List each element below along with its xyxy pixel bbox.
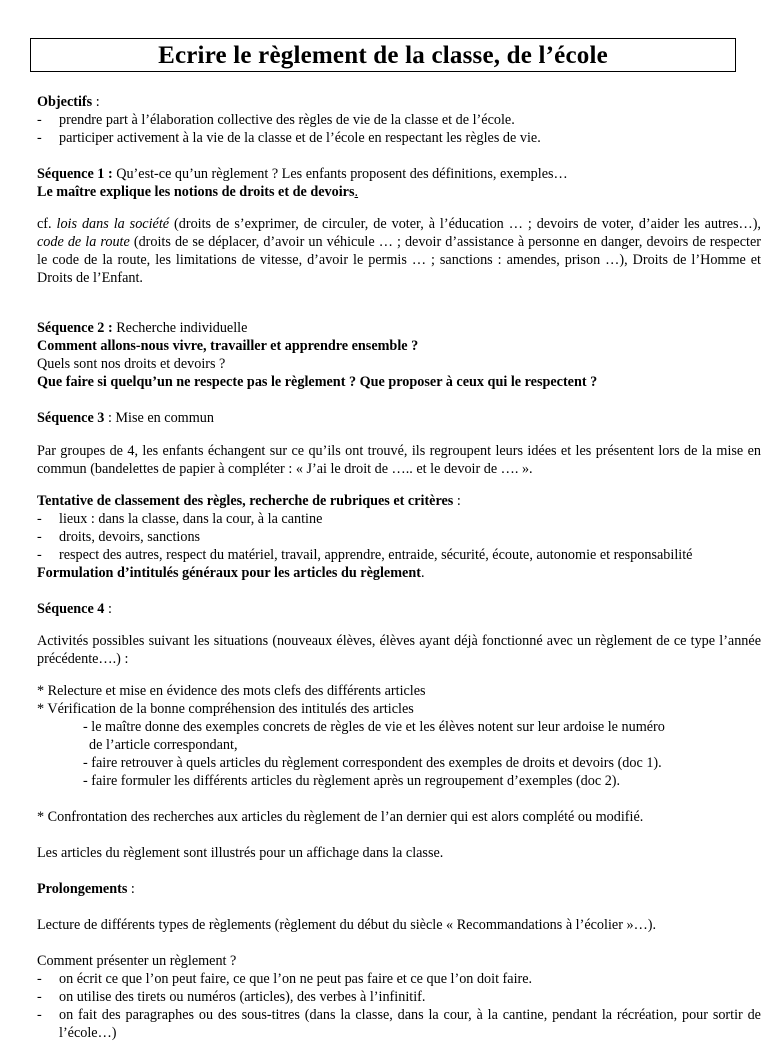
list-item: - participer activement à la vie de la classe et de l’école en respectant les règles de vie. (37, 130, 541, 146)
seq3-paragraph: Par groupes de 4, les enfants échangent sur ce qu’ils ont trouvé, ils regroupent leurs idées et les présentent lors de la mise en commun (bandelettes de papier à compléter : « J’ai le droit de ….. et le devoir de …. ». (37, 442, 761, 477)
seq4-sub-1-cont: de l’article correspondant, (89, 737, 238, 754)
list-item: - prendre part à l’élaboration collective des règles de vie de la classe et de l’école. (37, 112, 515, 128)
seq1-paragraph: cf. lois dans la société (droits de s’exprimer, de circuler, de voter, à l’éducation … ; devoirs de voter, d’aider les autres…), code de la route (droits de se déplacer, d’avoir un véhicule … ; devoir d’assistance à personne en danger, devoirs de respecter le code de la route, les limitations de vitesse, d’avoir le permis … ; sanctions : amendes, prison …), Droits de l’Homme et Droits de l’Enfant. (37, 216, 761, 287)
seq4-star-2: * Vérification de la bonne compréhension des intitulés des articles (37, 701, 414, 718)
list-item: - on écrit ce que l’on peut faire, ce que l’on ne peut pas faire et ce que l’on doit faire. (37, 971, 533, 988)
seq4-sub-3: - faire formuler les différents articles du règlement après un regroupement d’exemples (doc 2). (83, 773, 621, 790)
seq4-sub-1: - le maître donne des exemples concrets de règles de vie et les élèves notent sur leur ardoise le numéro (83, 719, 665, 736)
seq4-paragraph: Activités possibles suivant les situations (nouveaux élèves, élèves ayant déjà fonctionné avec un règlement de ce type l’année précédente….) : (37, 632, 761, 667)
page-title: Ecrire le règlement de la classe, de l’école (158, 42, 608, 69)
seq3-heading: Séquence 3 : Mise en commun (37, 410, 214, 427)
seq4-star-1: * Relecture et mise en évidence des mots clefs des différents articles (37, 683, 426, 700)
list-item: - droits, devoirs, sanctions (37, 528, 201, 545)
seq2-heading: Séquence 2 : Recherche individuelle (37, 320, 248, 337)
document-body (37, 93, 761, 1042)
objectifs-heading: Objectifs : (37, 94, 100, 110)
seq2-question-2: Quels sont nos droits et devoirs ? (37, 356, 226, 373)
prolongements-question: Comment présenter un règlement ? (37, 953, 237, 970)
seq3-formulation: Formulation d’intitulés généraux pour les articles du règlement. (37, 564, 425, 581)
seq2-question-3: Que faire si quelqu’un ne respecte pas le règlement ? Que proposer à ceux qui le respectent ? (37, 374, 598, 391)
prolongements-heading: Prolongements : (37, 881, 135, 898)
seq4-illustration: Les articles du règlement sont illustrés pour un affichage dans la classe. (37, 845, 444, 862)
seq4-sub-2: - faire retrouver à quels articles du règlement correspondent des exemples de droits et devoirs (doc 1). (83, 755, 662, 772)
title-box (30, 38, 736, 72)
prolongements-lecture: Lecture de différents types de règlements (règlement du début du siècle « Recommandations à l’écolier »…). (37, 917, 657, 934)
list-item: - respect des autres, respect du matériel, travail, apprendre, entraide, sécurité, écoute, autonomie et responsabilité (37, 546, 693, 563)
seq3-tentative: Tentative de classement des règles, recherche de rubriques et critères : (37, 492, 461, 509)
list-item: - on utilise des tirets ou numéros (articles), des verbes à l’infinitif. (37, 989, 426, 1006)
seq4-heading: Séquence 4 : (37, 600, 112, 617)
seq1-bold-line: Le maître explique les notions de droits et de devoirs. (37, 184, 359, 200)
seq2-question-1: Comment allons-nous vivre, travailler et apprendre ensemble ? (37, 338, 419, 355)
list-item: - lieux : dans la classe, dans la cour, à la cantine (37, 510, 323, 527)
seq1-heading: Séquence 1 : Qu’est-ce qu’un règlement ? Les enfants proposent des définitions, exemples… (37, 166, 568, 182)
seq4-star-3: * Confrontation des recherches aux articles du règlement de l’an dernier qui est alors complété ou modifié. (37, 809, 644, 826)
list-item: - on fait des paragraphes ou des sous-titres (dans la classe, dans la cour, à la cantine, pendant la récréation, pour sortir de l’école…) (37, 1007, 761, 1042)
